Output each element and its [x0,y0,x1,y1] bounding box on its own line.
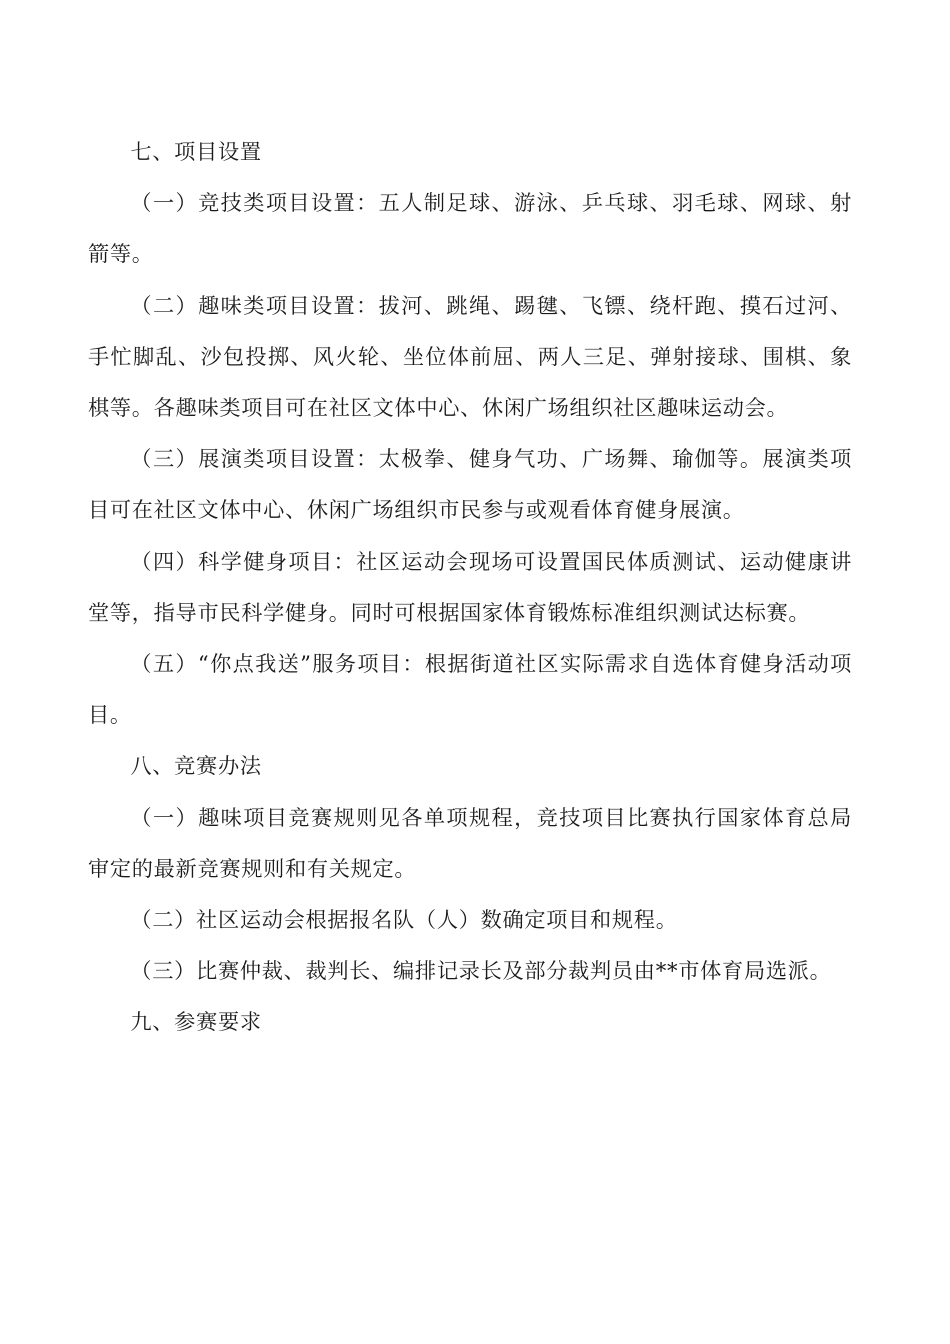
paragraph-referees: （三）比赛仲裁、裁判长、编排记录长及部分裁判员由**市体育局选派。 [130,958,832,984]
paragraph-on-demand-service: （五）“你点我送”服务项目：根据街道社区实际需求自选体育健身活动项目。 [88,651,852,728]
paragraph-registration-based: （二）社区运动会根据报名队（人）数确定项目和规程。 [130,907,678,933]
section-heading-competition-methods: 八、竞赛办法 [130,753,262,779]
paragraph-performance-items: （三）展演类项目设置：太极拳、健身气功、广场舞、瑜伽等。展演类项目可在社区文体中心、休闲广场组织市民参与或观看体育健身展演。 [88,446,852,523]
section-heading-project-settings: 七、项目设置 [130,139,262,164]
section-heading-participation-requirements: 九、参赛要求 [130,1009,262,1035]
paragraph-scientific-fitness: （四）科学健身项目：社区运动会现场可设置国民体质测试、运动健康讲堂等，指导市民科学健身。同时可根据国家体育锻炼标准组织测试达标赛。 [88,548,852,625]
paragraph-fun-items: （二）趣味类项目设置：拔河、跳绳、踢毽、飞镖、绕杆跑、摸石过河、手忙脚乱、沙包投掷、风火轮、坐位体前屈、两人三足、弹射接球、围棋、象棋等。各趣味类项目可在社区文体中心、休闲广场组织社区趣味运动会。 [88,292,852,421]
paragraph-competitive-items: （一）竞技类项目设置：五人制足球、游泳、乒乓球、羽毛球、网球、射箭等。 [88,190,852,267]
paragraph-competition-rules: （一）趣味项目竞赛规则见各单项规程，竞技项目比赛执行国家体育总局审定的最新竞赛规则和有关规定。 [88,804,852,881]
document-page [88,126,852,1048]
